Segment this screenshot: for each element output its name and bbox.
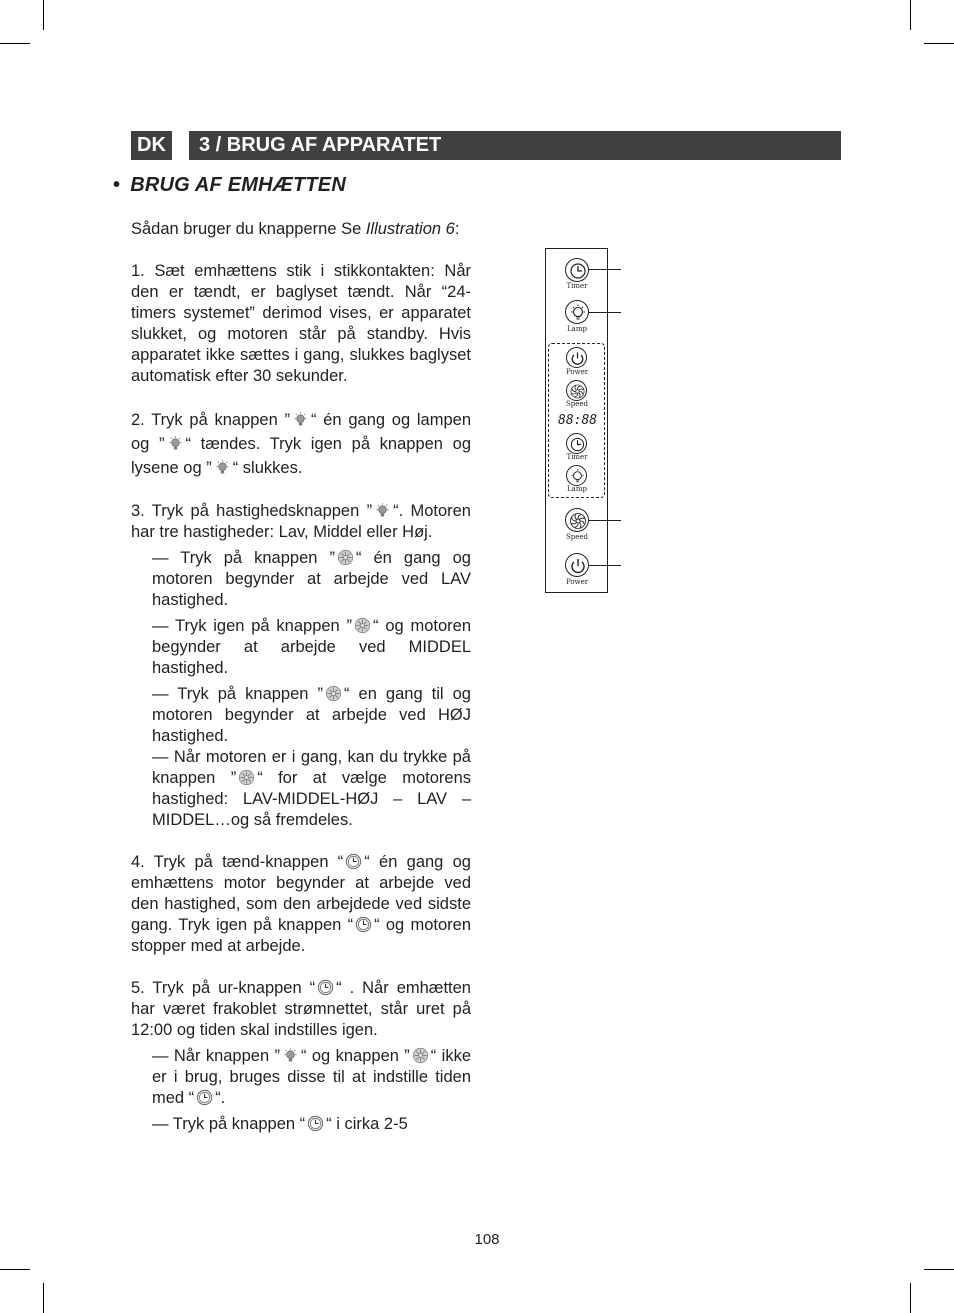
timer-label: Timer xyxy=(566,282,588,290)
crop-mark xyxy=(910,0,911,30)
clock-icon xyxy=(307,1115,324,1132)
section-title: 3 / BRUG AF APPARATET xyxy=(189,131,841,160)
lamp-icon xyxy=(214,459,231,476)
subheading-title: BRUG AF EMHÆTTEN xyxy=(130,174,346,196)
crop-mark xyxy=(910,1283,911,1313)
speed-button[interactable] xyxy=(566,380,587,401)
power-button[interactable] xyxy=(565,553,589,577)
step-3-item: — Tryk på knappen ” “ en gang til og motoren begynder at arbejde ved HØJ hastighed. xyxy=(152,685,471,745)
speed-button[interactable] xyxy=(565,508,589,532)
leader-line xyxy=(589,269,621,270)
fan-icon xyxy=(238,769,255,786)
step-3: 3. Tryk på hastighedsknappen ” “. Motoren har tre hastigheder: Lav, Middel eller Høj. xyxy=(131,502,471,541)
timer-label: Timer xyxy=(566,453,588,461)
fan-icon xyxy=(354,617,371,634)
language-badge: DK xyxy=(131,131,172,160)
bullet: • xyxy=(113,174,121,196)
step-3-item: — Tryk igen på knappen ” “ og motoren begynder at arbejde ved MIDDEL hastighed. xyxy=(152,617,472,677)
timer-button[interactable] xyxy=(566,433,587,454)
leader-line xyxy=(589,312,621,313)
timer-button[interactable] xyxy=(565,258,589,282)
clock-icon xyxy=(345,853,362,870)
speed-label: Speed xyxy=(565,400,589,408)
lamp-icon xyxy=(292,411,309,428)
speed-label: Speed xyxy=(565,533,589,541)
clock-icon xyxy=(317,979,334,996)
leader-line xyxy=(589,520,621,521)
lamp-icon xyxy=(167,435,184,452)
power-label: Power xyxy=(565,578,589,586)
crop-mark xyxy=(43,1283,44,1313)
fan-icon xyxy=(325,685,342,702)
crop-mark xyxy=(924,43,954,44)
crop-mark xyxy=(0,1269,30,1270)
crop-mark xyxy=(43,0,44,30)
lamp-button[interactable] xyxy=(565,300,589,324)
intro-paragraph: Sådan bruger du knapperne Se Illustration 6: xyxy=(131,220,460,238)
clock-icon xyxy=(355,916,372,933)
step-4: 4. Tryk på tænd-knappen “ “ én gang og emhættens motor begynder at arbejde ved den hastighed, som den arbejdede ved sidste gang. Tryk igen på knappen “ “ og motoren stopper med at arbejde. xyxy=(131,853,472,955)
lamp-icon xyxy=(282,1047,299,1064)
fan-icon xyxy=(337,549,354,566)
page-number: 108 xyxy=(474,1231,500,1248)
body-column xyxy=(131,219,471,1135)
power-label: Power xyxy=(565,368,589,376)
clock-display: 88:88 xyxy=(558,413,598,428)
step-3-item: — Når motoren er i gang, kan du trykke på knappen ” “ for at vælge motorens hastighed: LAV-MIDDEL-HØJ – LAV – MIDDEL…og så fremdeles. xyxy=(152,748,471,829)
fan-icon xyxy=(412,1047,429,1064)
crop-mark xyxy=(924,1269,954,1270)
leader-line xyxy=(589,565,621,566)
lamp-icon xyxy=(374,502,391,519)
crop-mark xyxy=(0,43,30,44)
step-3-item: — Tryk på knappen ” “ én gang og motoren begynder at arbejde ved LAV hastighed. xyxy=(152,549,471,609)
step-1: 1. Sæt emhættens stik i stikkontakten: Når den er tændt, er baglyset tændt. Når “24-timers systemet” derimod vises, er apparatet slukket, og motoren står på standby. Hvis apparatet ikke sættes i gang, slukkes baglyset automatisk efter 30 sekunder. xyxy=(131,262,471,385)
lamp-label: Lamp xyxy=(567,485,587,493)
step-5: 5. Tryk på ur-knappen “ “ . Når emhætten har været frakoblet strømnettet, står uret på 12:00 og tiden skal indstilles igen. xyxy=(131,979,471,1039)
step-2: 2. Tryk på knappen ” “ én gang og lampen og ” “ tændes. Tryk igen på knappen og lysene og ” “ slukkes. xyxy=(131,411,471,477)
step-5-item: — Tryk på knappen “ “ i cirka 2-5 xyxy=(152,1115,408,1133)
subheading xyxy=(113,174,346,197)
clock-icon xyxy=(196,1089,213,1106)
step-5-item: — Når knappen ” “ og knappen ” “ ikke er i brug, bruges disse til at indstille tiden med “ “. xyxy=(152,1047,472,1107)
lamp-label: Lamp xyxy=(567,325,587,333)
power-button[interactable] xyxy=(566,347,587,368)
lamp-button[interactable] xyxy=(566,465,587,486)
